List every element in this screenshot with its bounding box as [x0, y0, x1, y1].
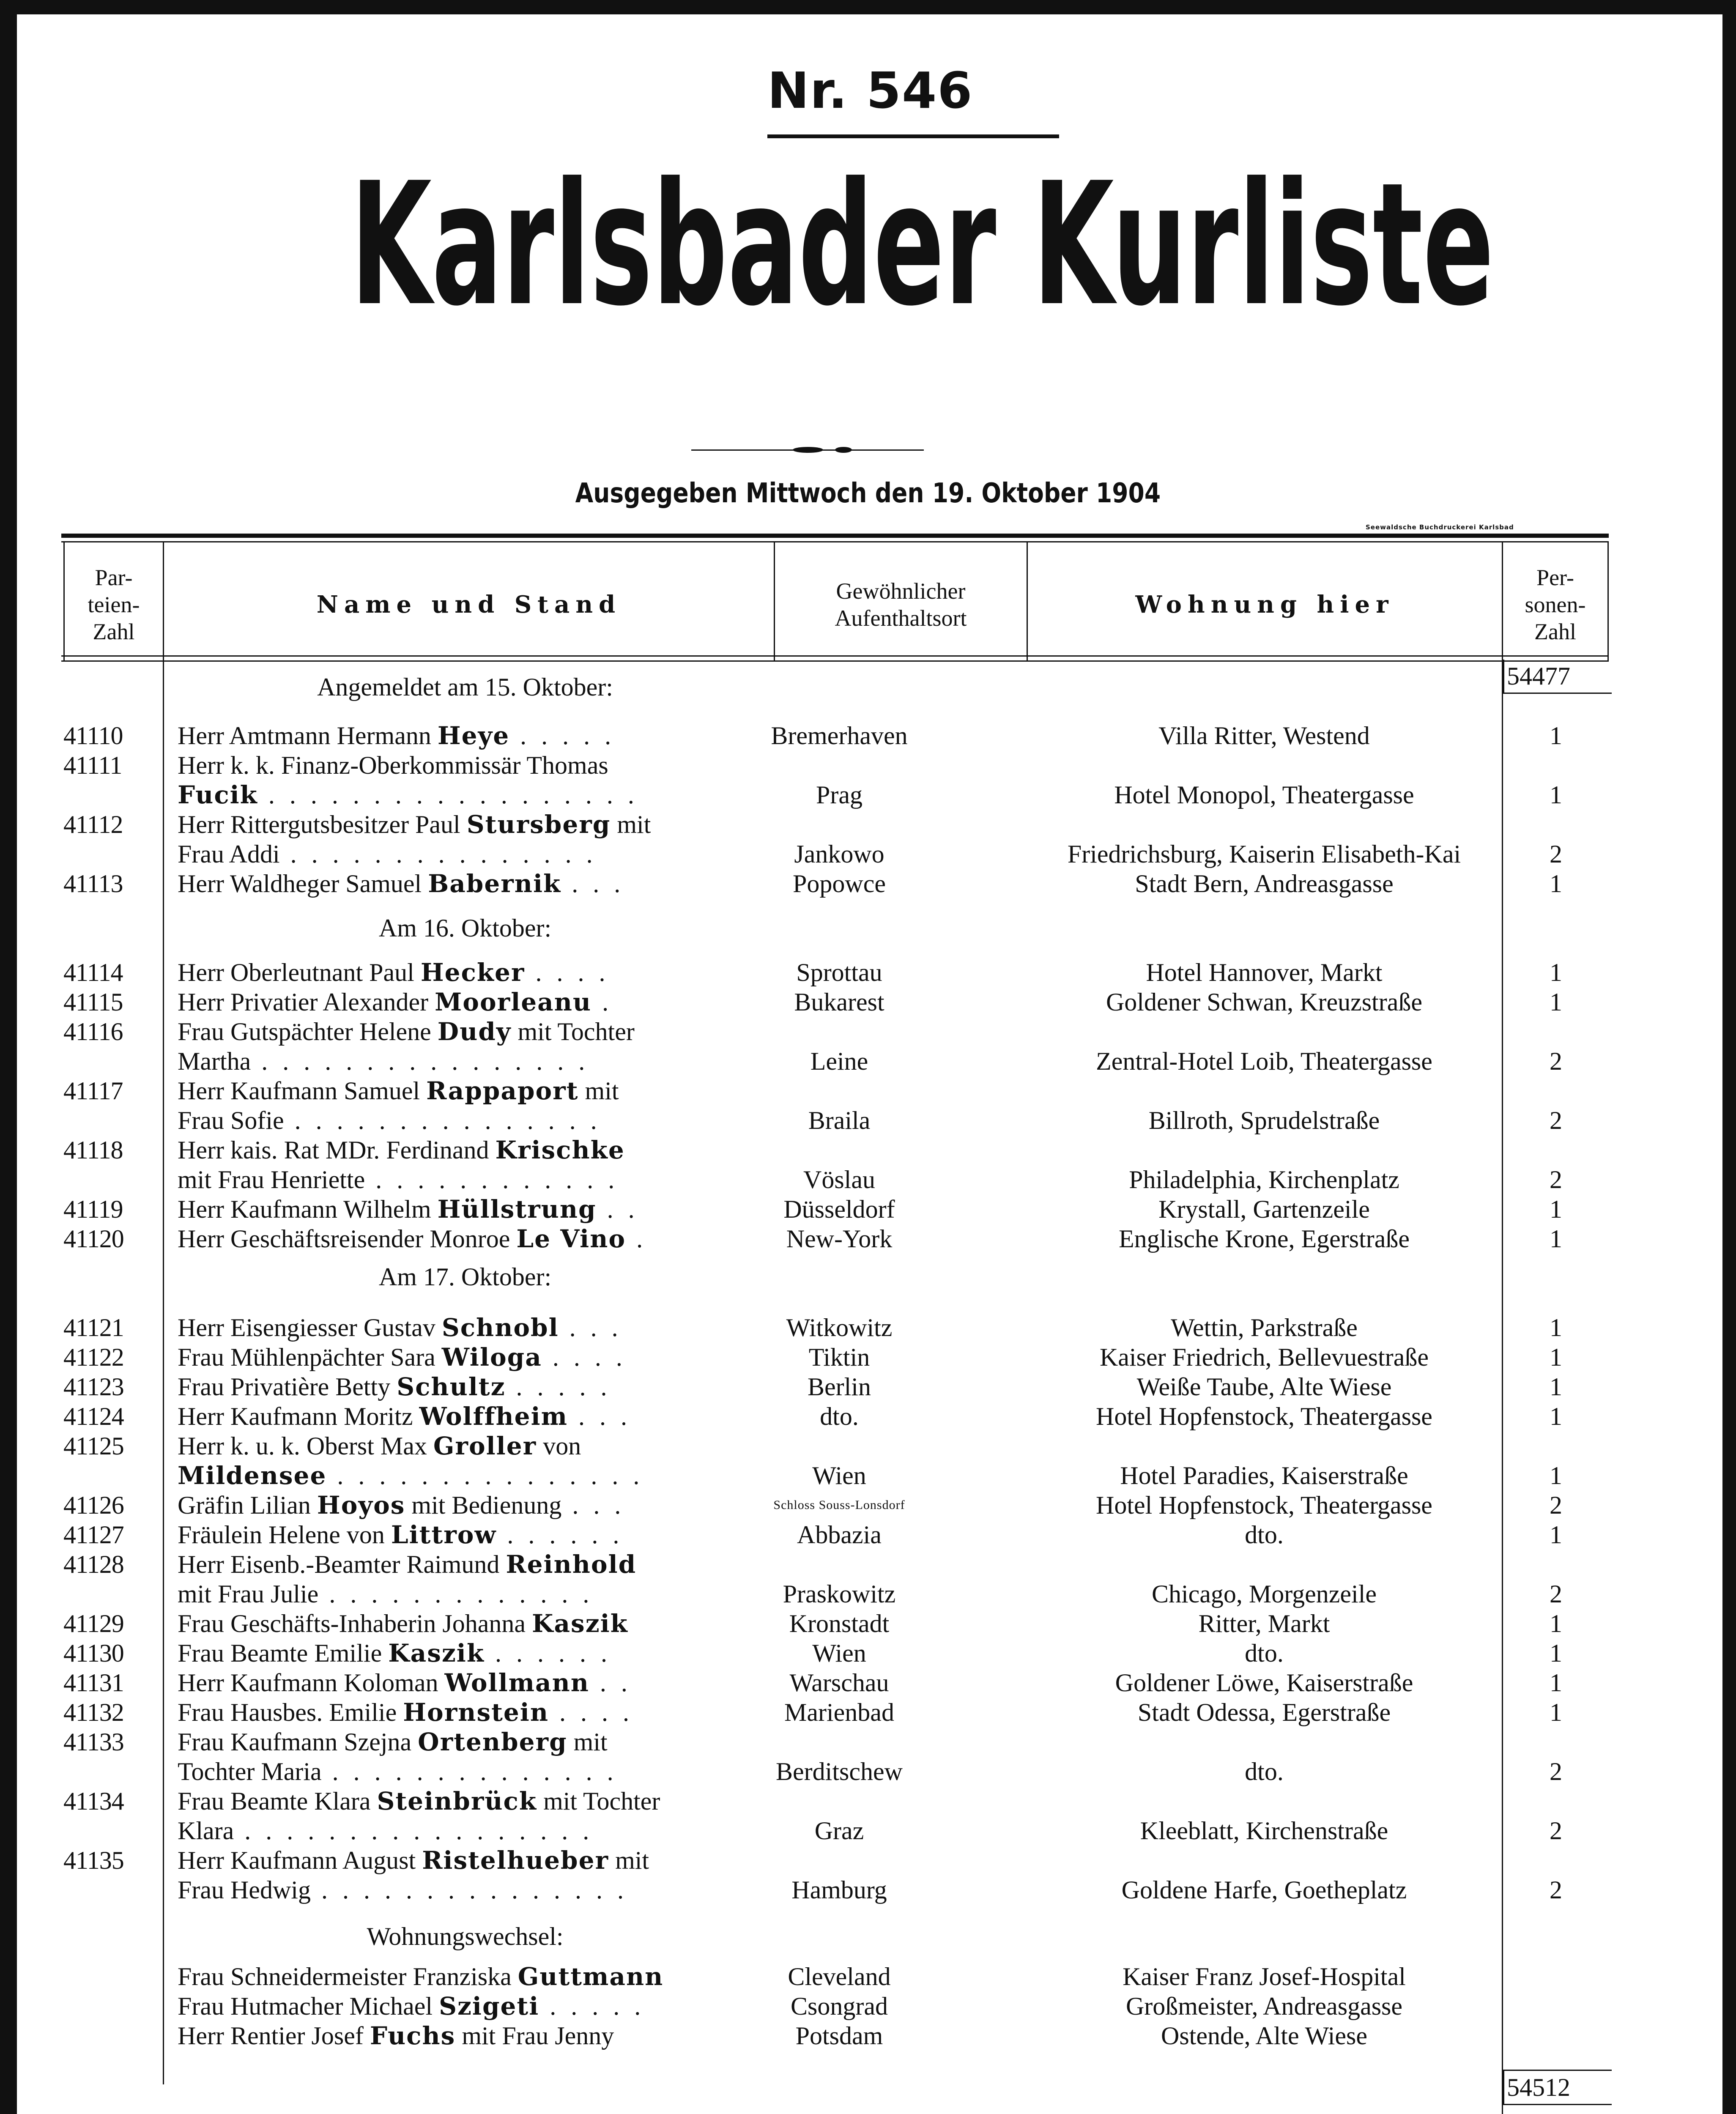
entry-origin: Hamburg: [791, 1876, 887, 1904]
entry-leader-dots: . . . . . .: [485, 1639, 612, 1667]
entry-surname: Krischke: [495, 1136, 625, 1164]
entry-name: [178, 1846, 753, 1875]
issue-number: Nr. 546: [767, 61, 973, 120]
entry-name-text: Herr Eisengiesser Gustav: [178, 1314, 442, 1342]
entry-surname: Hüllstrung: [437, 1195, 597, 1224]
entry-origin: Bukarest: [794, 988, 884, 1016]
entry-surname: Hornstein: [403, 1698, 549, 1727]
entry-name-text: Gräfin Lilian: [178, 1491, 317, 1519]
entry-residence: Ritter, Markt: [1198, 1610, 1330, 1638]
entry-persons: 1: [1550, 1610, 1562, 1638]
entry-number: 41123: [63, 1373, 124, 1401]
entry-name-text: Frau Hausbes. Emilie: [178, 1698, 403, 1726]
entry-name: [178, 1520, 753, 1550]
table-top-thin-rule: [61, 541, 1609, 542]
header-personen: [1503, 552, 1607, 657]
entry-persons: 1: [1550, 958, 1562, 986]
entry-surname: Hecker: [420, 958, 525, 987]
entry-residence: dto.: [1245, 1758, 1284, 1785]
entry-leader-dots: . . . . . . . . . . . . . .: [321, 1758, 618, 1785]
entry-number: 41134: [63, 1787, 124, 1815]
entry-name-text: Herr Waldheger Samuel: [178, 870, 428, 898]
entry-surname: Kaszik: [532, 1609, 628, 1638]
entry-name-text: Frau Addi: [178, 840, 280, 868]
entry-name-text: Herr Kaufmann Samuel: [178, 1077, 427, 1105]
ornament-dot: [835, 447, 852, 453]
entry-name-text: mit Frau Henriette: [178, 1166, 365, 1194]
entry-number: 41118: [63, 1136, 123, 1164]
entry-number: 41115: [63, 988, 123, 1016]
entry-number: 41127: [63, 1521, 124, 1549]
entry-surname: Steinbrück: [377, 1787, 537, 1816]
entry-origin: Sprottau: [796, 958, 882, 986]
entry-name: [178, 987, 753, 1017]
entry-name-text: Herr Privatier Alexander: [178, 988, 435, 1016]
entry-origin: Jankowo: [794, 840, 884, 868]
entry-origin: Popowce: [793, 870, 886, 898]
entry-leader-dots: . . . . . . . . . . . . . . . . .: [234, 1817, 594, 1845]
entry-name-text: Tochter Maria: [178, 1758, 322, 1785]
entry-name: [178, 2021, 753, 2051]
entry-number: 41124: [63, 1402, 124, 1430]
entry-name: [178, 810, 753, 839]
entry-leader-dots: . . . . . . . . . . . . . . .: [326, 1462, 644, 1490]
entry-residence: Hotel Hopfenstock, Theatergasse: [1096, 1402, 1432, 1430]
entry-name-text: Frau Geschäfts-Inhaberin Johanna: [178, 1610, 532, 1638]
entry-surname: Mildensee: [178, 1461, 327, 1490]
entry-number: 41128: [63, 1550, 124, 1578]
entry-number: 41119: [63, 1195, 123, 1223]
entry-residence: Hotel Hannover, Markt: [1146, 958, 1383, 986]
entry-origin: Leine: [810, 1047, 868, 1075]
entry-number: 41131: [63, 1669, 124, 1697]
entry-persons: 1: [1550, 1373, 1562, 1401]
entry-residence: Goldener Schwan, Kreuzstraße: [1106, 988, 1423, 1016]
entry-origin: dto.: [820, 1402, 859, 1430]
entry-origin: Bremerhaven: [771, 722, 908, 750]
entry-surname: Guttmann: [518, 1962, 664, 1991]
entry-name-suffix: mit Tochter: [537, 1787, 660, 1815]
entry-name-text: Fräulein Helene von: [178, 1521, 391, 1549]
entry-name: [178, 1875, 753, 1905]
entry-name-text: Herr Kaufmann Wilhelm: [178, 1195, 438, 1223]
table-top-rule: [61, 534, 1609, 538]
header-wohnung-text: Wohnung hier: [1135, 591, 1394, 619]
entry-number: 41120: [63, 1225, 124, 1253]
header-ort: [775, 552, 1027, 657]
entry-surname: Stursberg: [466, 810, 611, 839]
entry-number: 41130: [63, 1639, 124, 1667]
entry-name-text: Herr Amtmann Hermann: [178, 722, 438, 750]
entry-number: 41111: [63, 751, 122, 779]
entry-name-suffix: mit: [578, 1077, 619, 1105]
entry-persons: 2: [1550, 1047, 1562, 1075]
entry-persons: 2: [1550, 1166, 1562, 1194]
masthead-title-text: Karlsbader Kurliste: [350, 147, 1494, 343]
entry-name-text: Martha: [178, 1047, 251, 1075]
entry-name: [178, 1372, 753, 1402]
entry-leader-dots: . . .: [561, 1491, 625, 1519]
entry-name: [178, 1224, 753, 1254]
entry-persons: 1: [1550, 722, 1562, 750]
entry-name: [178, 1579, 753, 1609]
entry-persons: 2: [1550, 1580, 1562, 1608]
entry-name-text: Herr Rittergutsbesitzer Paul: [178, 811, 467, 838]
entry-surname: Dudy: [437, 1017, 512, 1046]
entry-name-text: Herr k. u. k. Oberst Max: [178, 1432, 433, 1460]
entry-origin: Graz: [814, 1817, 864, 1845]
issue-date-text: Ausgegeben Mittwoch den 19. Oktober 1904: [575, 478, 1161, 509]
entry-name-text: Herr Oberleutnant Paul: [178, 958, 421, 986]
entry-surname: Wollmann: [444, 1668, 589, 1697]
entry-leader-dots: . . . . . . . . . . . . . . . . . .: [257, 781, 638, 809]
entry-residence: Billroth, Sprudelstraße: [1148, 1106, 1380, 1134]
entry-name-text: Herr Kaufmann Koloman: [178, 1669, 445, 1697]
entry-name: [178, 1194, 753, 1224]
entry-origin: Kronstadt: [789, 1610, 890, 1638]
entry-name: [178, 1402, 753, 1431]
entry-persons: 1: [1550, 1639, 1562, 1667]
entry-leader-dots: . . . .: [542, 1343, 627, 1371]
entry-residence: Weiße Taube, Alte Wiese: [1136, 1373, 1392, 1401]
entry-name: [178, 1816, 753, 1846]
entry-leader-dots: . . . . . . . . . . . . . . .: [284, 1106, 601, 1134]
entry-name: [178, 958, 753, 987]
entry-name-suffix: mit Frau Jenny: [455, 2022, 614, 2050]
entry-name: [178, 1668, 753, 1698]
entry-name-text: Frau Hedwig: [178, 1876, 311, 1904]
header-parteien-text: Par- teien- Zahl: [88, 565, 140, 644]
entry-name-text: Frau Hutmacher Michael: [178, 1992, 439, 2020]
entry-name-text: Herr Kaufmann Moritz: [178, 1402, 419, 1430]
entry-leader-dots: . . . . .: [539, 1992, 645, 2020]
entry-persons: 2: [1550, 1758, 1562, 1785]
entry-surname: Groller: [433, 1432, 537, 1460]
entry-name-suffix: mit Tochter: [511, 1018, 635, 1046]
entry-leader-dots: .: [626, 1225, 647, 1253]
entry-residence: Hotel Hopfenstock, Theatergasse: [1096, 1491, 1432, 1519]
header-bottom-rule-2: [61, 660, 1609, 662]
entry-surname: Le Vino: [516, 1224, 626, 1253]
issue-date: [0, 478, 1736, 509]
entry-leader-dots: .: [591, 988, 613, 1016]
entry-persons: 2: [1550, 1106, 1562, 1134]
entry-name: [178, 1550, 753, 1579]
entry-origin: Warschau: [789, 1669, 889, 1697]
issue-number-underline: [767, 134, 1059, 138]
col-divider-right: [1607, 541, 1609, 662]
entry-number: 41121: [63, 1314, 124, 1342]
entry-number: 41117: [63, 1077, 123, 1105]
entry-persons: 1: [1550, 1462, 1562, 1490]
entry-name-text: Frau Schneidermeister Franziska: [178, 1963, 518, 1991]
entry-leader-dots: . . . . . . . . . . . . . . .: [279, 840, 597, 868]
entry-surname: Kaszik: [388, 1639, 485, 1668]
header-ort-text: Gewöhnlicher Aufenthaltsort: [835, 578, 967, 631]
entry-name: [178, 1638, 753, 1668]
entry-persons: 1: [1550, 1402, 1562, 1430]
entry-leader-dots: . . . . . . . . . . . . . . . .: [251, 1047, 589, 1075]
entry-surname: Reinhold: [506, 1550, 637, 1579]
entry-origin: Wien: [812, 1462, 866, 1490]
entry-name: [178, 1313, 753, 1342]
entry-name: [178, 1046, 753, 1076]
entry-persons: 1: [1550, 1314, 1562, 1342]
entry-surname: Hoyos: [317, 1491, 405, 1520]
entry-leader-dots: . . . . . .: [496, 1521, 624, 1549]
entry-name: [178, 1757, 753, 1786]
entry-name-text: Frau Beamte Emilie: [178, 1639, 389, 1667]
entry-name: [178, 1431, 753, 1461]
entry-name-suffix: mit: [611, 811, 651, 838]
entry-number: 41129: [63, 1610, 124, 1638]
entry-surname: Ristelhueber: [422, 1846, 609, 1875]
entry-persons: 1: [1550, 988, 1562, 1016]
entry-number: 41126: [63, 1491, 124, 1519]
entry-residence: Stadt Bern, Andreasgasse: [1135, 870, 1394, 898]
entry-residence: Wettin, Parkstraße: [1171, 1314, 1358, 1342]
entry-origin: Berlin: [808, 1373, 871, 1401]
header-name-text: Name und Stand: [316, 591, 622, 619]
entry-surname: Szigeti: [439, 1992, 539, 2021]
entry-surname: Ortenberg: [418, 1728, 567, 1756]
entry-leader-dots: . . . . .: [505, 1373, 611, 1401]
entry-persons: 2: [1550, 1876, 1562, 1904]
entry-name-suffix: von: [537, 1432, 581, 1460]
entry-surname: Babernik: [428, 869, 561, 898]
col-divider-wohnung: [1502, 541, 1503, 2114]
entry-origin: Prag: [816, 781, 863, 809]
entry-name-text: Frau Mühlenpächter Sara: [178, 1343, 442, 1371]
entry-origin: Abbazia: [797, 1521, 882, 1549]
entry-origin: New-York: [786, 1225, 893, 1253]
entry-number: 41116: [63, 1018, 123, 1046]
entry-leader-dots: . . . .: [525, 958, 610, 986]
entry-name: [178, 839, 753, 869]
entry-persons: 1: [1550, 1669, 1562, 1697]
entry-origin: Wien: [812, 1639, 866, 1667]
entry-surname: Wolffheim: [419, 1402, 568, 1431]
entry-persons: 1: [1550, 781, 1562, 809]
entry-persons: 1: [1550, 1195, 1562, 1223]
entry-name-text: Herr Eisenb.-Beamter Raimund: [178, 1550, 506, 1578]
entry-residence: Goldener Löwe, Kaiserstraße: [1115, 1669, 1413, 1697]
entry-name: [178, 1727, 753, 1757]
entry-residence: Englische Krone, Egerstraße: [1118, 1225, 1410, 1253]
entry-residence: Hotel Paradies, Kaiserstraße: [1120, 1462, 1408, 1490]
entry-name: [178, 1991, 753, 2021]
entry-persons: 2: [1550, 1817, 1562, 1845]
entry-name: [178, 1962, 753, 1991]
entry-name-text: Herr kais. Rat MDr. Ferdinand: [178, 1136, 496, 1164]
masthead-title: [0, 146, 1736, 345]
entry-name-text: Frau Kaufmann Szejna: [178, 1728, 418, 1756]
entry-leader-dots: . .: [589, 1669, 632, 1697]
entry-number: 41110: [63, 722, 123, 750]
header-wohnung: [1028, 552, 1502, 657]
entry-name-text: Frau Sofie: [178, 1106, 284, 1134]
entry-residence: Friedrichsburg, Kaiserin Elisabeth-Kai: [1067, 840, 1461, 868]
total-start: 54477: [1503, 660, 1612, 694]
entry-number: 41114: [63, 958, 123, 986]
entry-persons: 1: [1550, 870, 1562, 898]
entry-name: [178, 1017, 753, 1046]
header-name: [164, 552, 774, 657]
entry-name-text: Herr Rentier Josef: [178, 2022, 370, 2050]
entry-name: [178, 1342, 753, 1372]
entry-surname: Fuchs: [370, 2021, 456, 2050]
entry-persons: 1: [1550, 1343, 1562, 1371]
entry-origin: Düsseldorf: [783, 1195, 895, 1223]
entry-origin: Potsdam: [795, 2022, 883, 2050]
entry-persons: 2: [1550, 1491, 1562, 1519]
entry-residence: Kaiser Friedrich, Bellevuestraße: [1099, 1343, 1429, 1371]
entry-leader-dots: . .: [596, 1195, 639, 1223]
entry-origin: Schloss Souss-Lonsdorf: [773, 1498, 905, 1512]
entry-name-suffix: mit: [567, 1728, 608, 1756]
entry-leader-dots: . . . .: [549, 1698, 633, 1726]
section-heading-15: Angemeldet am 15. Oktober:: [317, 673, 613, 701]
entry-persons: 1: [1550, 1225, 1562, 1253]
entry-persons: 1: [1550, 1698, 1562, 1726]
entry-name: [178, 1165, 753, 1194]
printer-imprint: Seewaldsche Buchdruckerei Karlsbad: [1366, 523, 1514, 531]
entry-origin: Vöslau: [803, 1166, 875, 1194]
col-divider-num: [163, 541, 164, 2084]
entry-name: [178, 721, 753, 750]
entry-surname: Schultz: [397, 1372, 506, 1401]
entry-residence: dto.: [1245, 1639, 1284, 1667]
entry-leader-dots: . . .: [559, 1314, 622, 1342]
entry-number: 41132: [63, 1698, 124, 1726]
entry-origin: Braila: [808, 1106, 871, 1134]
header-parteien: [65, 552, 163, 657]
entry-residence: Stadt Odessa, Egerstraße: [1137, 1698, 1391, 1726]
entry-name-text: Herr Kaufmann August: [178, 1846, 422, 1874]
entry-name-text: mit Frau Julie: [178, 1580, 319, 1608]
entry-surname: Schnobl: [441, 1313, 559, 1342]
entry-name: [178, 1461, 753, 1490]
entry-number: 41113: [63, 870, 123, 898]
entry-residence: Krystall, Gartenzeile: [1158, 1195, 1370, 1223]
entry-residence: Goldene Harfe, Goetheplatz: [1121, 1876, 1407, 1904]
entry-origin: Csongrad: [791, 1992, 888, 2020]
entry-leader-dots: . . . . . . . . . . . . . . .: [310, 1876, 628, 1904]
entry-surname: Rappaport: [426, 1076, 579, 1105]
entry-surname: Littrow: [391, 1520, 497, 1549]
entry-surname: Wiloga: [441, 1343, 542, 1372]
entry-name-text: Frau Gutspächter Helene: [178, 1018, 438, 1046]
entry-residence: Ostende, Alte Wiese: [1161, 2022, 1368, 2050]
entry-name-suffix: mit: [609, 1846, 649, 1874]
entry-number: 41133: [63, 1728, 124, 1756]
entry-residence: Kleeblatt, Kirchenstraße: [1140, 1817, 1388, 1845]
entry-origin: Witkowitz: [786, 1314, 893, 1342]
entry-number: 41135: [63, 1846, 124, 1874]
entry-name-text: Herr Geschäftsreisender Monroe: [178, 1225, 517, 1253]
entry-name: [178, 750, 753, 780]
section-heading-wohnungswechsel: Wohnungswechsel:: [367, 1922, 564, 1950]
entry-leader-dots: . . .: [567, 1402, 631, 1430]
entry-name: [178, 1786, 753, 1816]
entry-residence: dto.: [1245, 1521, 1284, 1549]
entry-name: [178, 869, 753, 898]
entry-residence: Kaiser Franz Josef-Hospital: [1123, 1963, 1406, 1991]
entry-persons: 2: [1550, 840, 1562, 868]
entry-origin: Praskowitz: [783, 1580, 896, 1608]
entry-name-text: Klara: [178, 1817, 234, 1845]
entry-residence: Chicago, Morgenzeile: [1151, 1580, 1377, 1608]
entry-name: [178, 780, 753, 810]
ornament-dash: [793, 447, 823, 453]
section-heading-16: Am 16. Oktober:: [378, 914, 552, 942]
section-heading-17: Am 17. Oktober:: [378, 1263, 552, 1291]
header-personen-text: Per- sonen- Zahl: [1525, 565, 1586, 644]
entry-name: [178, 1106, 753, 1135]
entry-leader-dots: . . . . . . . . . . . .: [365, 1166, 619, 1194]
entry-number: 41112: [63, 811, 123, 838]
entry-name: [178, 1609, 753, 1638]
entry-persons: 1: [1550, 1521, 1562, 1549]
entry-surname: Fucik: [178, 780, 258, 809]
entry-name-suffix: mit Bedienung: [405, 1491, 562, 1519]
entry-residence: Villa Ritter, Westend: [1158, 722, 1370, 750]
entry-number: 41122: [63, 1343, 124, 1371]
entry-name: [178, 1076, 753, 1106]
entry-name: [178, 1698, 753, 1727]
entry-surname: Heye: [437, 721, 510, 750]
entry-origin: Berditschew: [776, 1758, 903, 1785]
entry-name-text: Frau Beamte Klara: [178, 1787, 377, 1815]
entry-surname: Moorleanu: [435, 988, 592, 1016]
entry-name: [178, 1490, 753, 1520]
entry-residence: Hotel Monopol, Theatergasse: [1114, 781, 1414, 809]
entry-leader-dots: . . . . .: [509, 722, 616, 750]
total-end: 54512: [1503, 2070, 1612, 2105]
entry-origin: Tiktin: [808, 1343, 870, 1371]
entry-name-text: Frau Privatière Betty: [178, 1373, 397, 1401]
entry-number: 41125: [63, 1432, 124, 1460]
entry-leader-dots: . . . . . . . . . . . . .: [318, 1580, 594, 1608]
entry-residence: Philadelphia, Kirchenplatz: [1129, 1166, 1399, 1194]
entry-origin: Cleveland: [788, 1963, 891, 1991]
entry-origin: Marienbad: [784, 1698, 894, 1726]
ornament-divider: [691, 447, 924, 453]
entry-leader-dots: . . .: [561, 870, 625, 898]
entry-name-text: Herr k. k. Finanz-Oberkommissär Thomas: [178, 751, 608, 779]
entry-residence: Großmeister, Andreasgasse: [1125, 1992, 1403, 2020]
entry-residence: Zentral-Hotel Loib, Theatergasse: [1096, 1047, 1432, 1075]
entry-name: [178, 1135, 753, 1165]
